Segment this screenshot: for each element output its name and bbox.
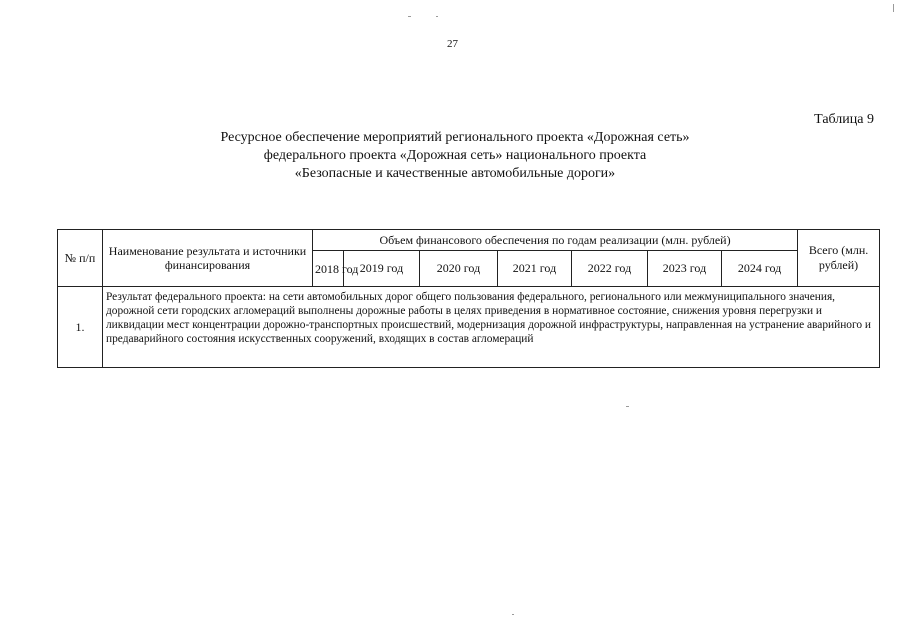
scan-speck bbox=[436, 16, 438, 17]
header-year-2018: 2018 год bbox=[313, 251, 344, 287]
document-title bbox=[60, 129, 850, 183]
header-year-2019: 2019 год bbox=[344, 251, 420, 287]
scan-speck bbox=[626, 406, 629, 407]
table-row bbox=[58, 287, 880, 368]
header-number: № п/п bbox=[58, 230, 103, 287]
header-row bbox=[58, 230, 880, 251]
header-funding-group: Объем финансового обеспечения по годам реализации (млн. рублей) bbox=[313, 230, 798, 251]
page-number: 27 bbox=[447, 38, 458, 50]
title-line-2: федерального проекта «Дорожная сеть» национального проекта bbox=[263, 148, 647, 163]
scan-speck bbox=[512, 614, 514, 615]
header-total: Всего (млн. рублей) bbox=[798, 230, 880, 287]
scan-speck bbox=[893, 4, 894, 12]
row-description: Результат федерального проекта: на сети автомобильных дорог общего пользования федерального, регионального или межмуниципального значения, дорожной сети городских агломераций выполнены дорожные работы в целях приведения в нормативное состояние, снижения уровня перегрузки и ликвидации мест концентрации дорожно-транспортных происшествий, модернизация дорожной инфраструктуры, направленная на устранение аварийного и предаварийного состояния искусственных сооружений, входящих в состав агломераций bbox=[103, 287, 880, 368]
row-number: 1. bbox=[58, 287, 103, 368]
header-year-2021: 2021 год bbox=[498, 251, 572, 287]
header-year-2020: 2020 год bbox=[420, 251, 498, 287]
header-year-2022: 2022 год bbox=[572, 251, 648, 287]
title-line-1: Ресурсное обеспечение мероприятий регионального проекта «Дорожная сеть» bbox=[220, 130, 690, 145]
header-year-2023: 2023 год bbox=[648, 251, 722, 287]
header-name: Наименование результата и источники финансирования bbox=[103, 230, 313, 287]
resource-table bbox=[57, 229, 880, 368]
scan-speck bbox=[408, 16, 411, 17]
header-year-2024: 2024 год bbox=[722, 251, 798, 287]
title-line-3: «Безопасные и качественные автомобильные дороги» bbox=[294, 166, 616, 181]
table-label: Таблица 9 bbox=[814, 112, 874, 127]
